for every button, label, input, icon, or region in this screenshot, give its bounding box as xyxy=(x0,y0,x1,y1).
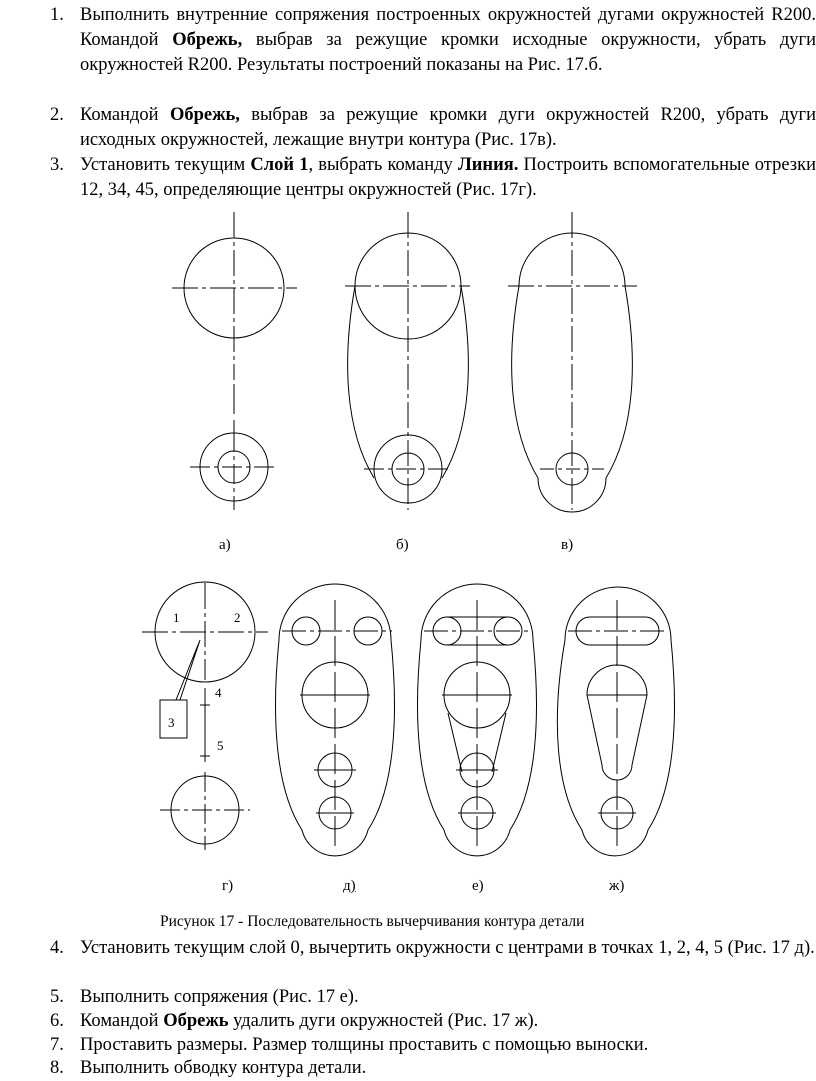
step-number: 5. xyxy=(50,987,64,1007)
point-label-3: 3 xyxy=(168,715,175,730)
step-7 xyxy=(50,1033,816,1058)
point-label-1: 1 xyxy=(173,610,180,625)
step-text: Выполнить сопряжения (Рис. 17 е). xyxy=(80,987,359,1007)
figure-caption: Рисунок 17 - Последовательность вычерчивания контура детали xyxy=(160,913,585,930)
view-a xyxy=(172,212,297,510)
step-text: Командой Обрежь удалить дуги окружностей (Рис. 17 ж). xyxy=(80,1011,539,1031)
step-5 xyxy=(50,985,816,1010)
step-number: 1. xyxy=(50,5,64,25)
view-e xyxy=(418,584,537,856)
step-text: Выполнить обводку контура детали. xyxy=(80,1058,367,1078)
label-zh: ж) xyxy=(609,878,625,894)
view-v xyxy=(508,212,637,512)
step-8 xyxy=(50,1056,816,1081)
label-e: е) xyxy=(472,878,484,894)
step-number: 6. xyxy=(50,1011,64,1031)
point-label-5: 5 xyxy=(217,738,224,753)
step-4 xyxy=(50,936,816,961)
label-d: д) xyxy=(343,878,356,894)
point-label-2: 2 xyxy=(234,610,241,625)
label-g: г) xyxy=(222,878,234,894)
step-number: 3. xyxy=(50,155,64,175)
label-b: б) xyxy=(396,537,409,553)
step-6 xyxy=(50,1009,816,1034)
view-d xyxy=(276,584,395,856)
step-text: Установить текущим Слой 1, выбрать команду Линия. Построить вспомогательные отрезки 12, 34, 45, определяющие центры окружностей (Рис. 17г). xyxy=(80,155,816,200)
point-label-4: 4 xyxy=(215,685,222,700)
view-zh xyxy=(557,587,674,856)
step-text: Установить текущим слой 0, вычертить окружности с центрами в точках 1, 2, 4, 5 (Рис. 17 д). xyxy=(80,938,815,958)
step-number: 8. xyxy=(50,1058,64,1078)
view-b xyxy=(345,212,470,510)
step-text: Выполнить внутренние сопряжения построенных окружностей дугами окружностей R200. Командой Обрежь, выбрав за режущие кромки исходные окружности, убрать дуги окружностей R200. Результаты построений показаны на Рис. 17.б. xyxy=(80,5,816,75)
step-number: 2. xyxy=(50,105,64,125)
view-g xyxy=(142,582,268,850)
step-number: 4. xyxy=(50,938,64,958)
step-text: Проставить размеры. Размер толщины проставить с помощью выноски. xyxy=(80,1035,649,1055)
label-a: а) xyxy=(219,537,231,553)
step-text: Командой Обрежь, выбрав за режущие кромки дуги окружностей R200, убрать дуги исходных окружностей, лежащие внутри контура (Рис. 17в). xyxy=(80,105,816,150)
label-v: в) xyxy=(561,537,574,553)
step-number: 7. xyxy=(50,1035,64,1055)
